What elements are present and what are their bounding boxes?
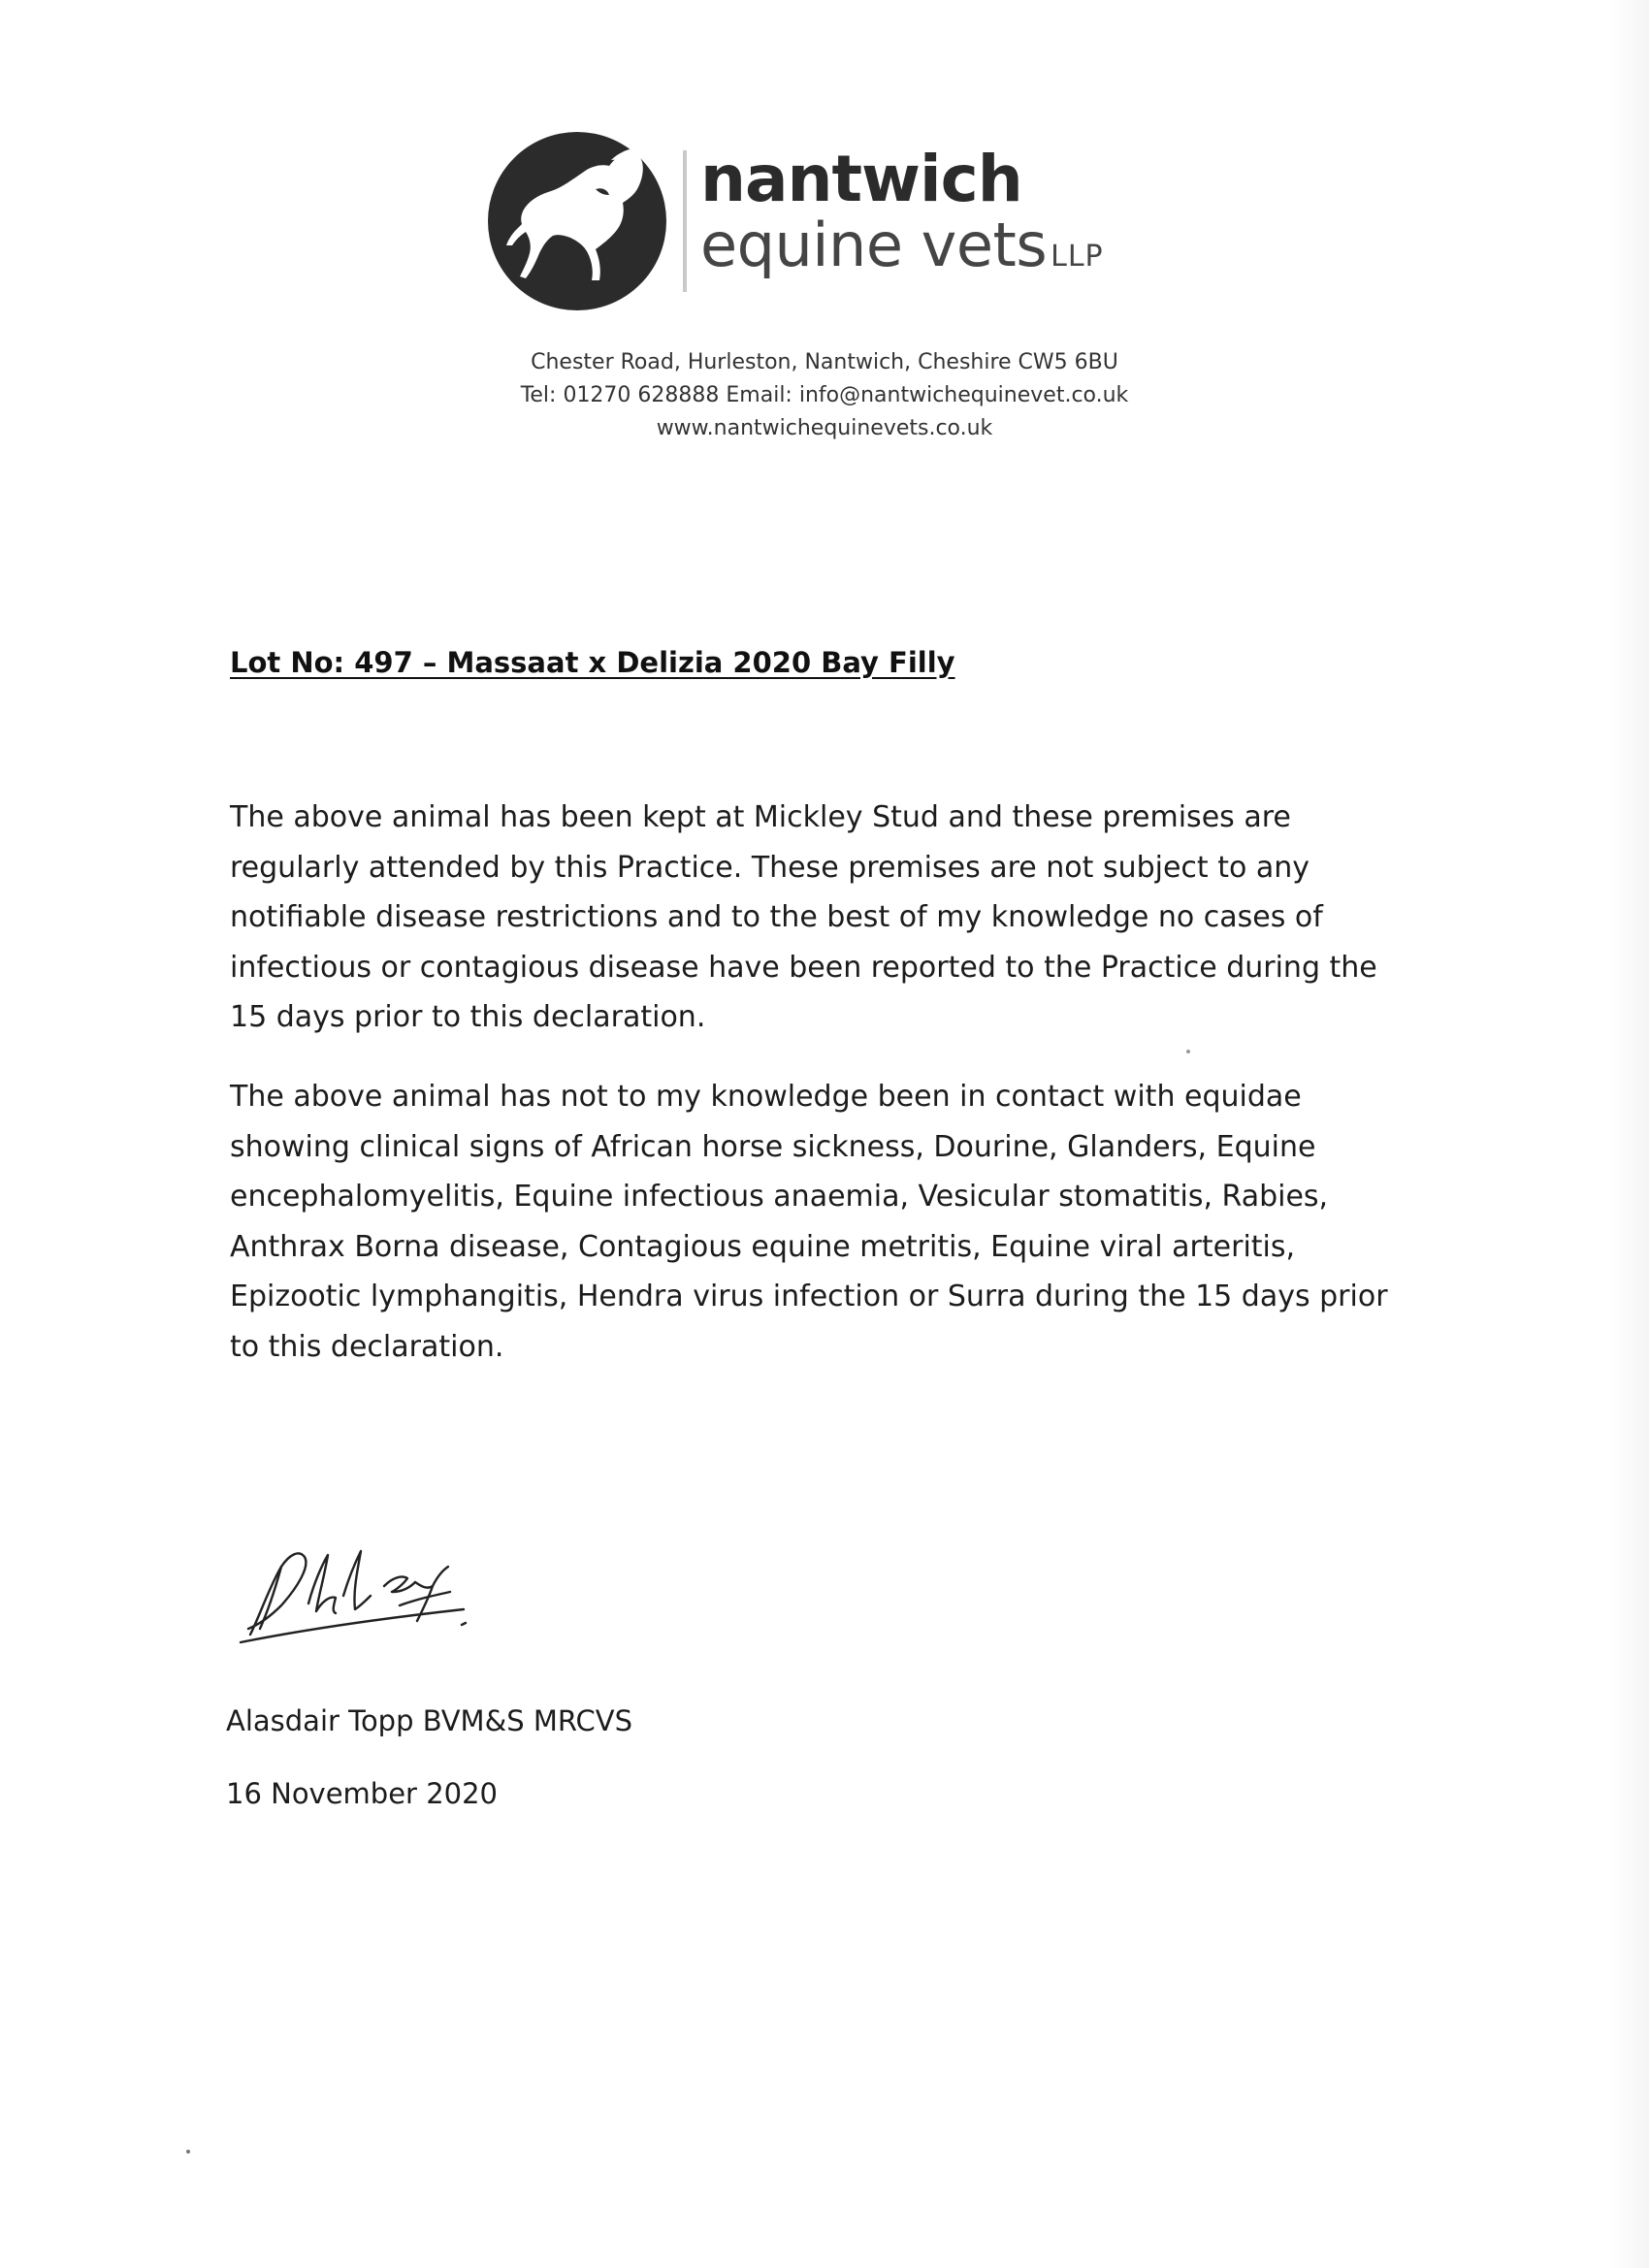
- tel-email-line: Tel: 01270 628888 Email: info@nantwichequinevet.co.uk: [520, 383, 1129, 407]
- website-line: www.nantwichequinevets.co.uk: [656, 416, 993, 440]
- paragraph-line: encephalomyelitis, Equine infectious anaemia, Vesicular stomatitis, Rabies,: [230, 1180, 1329, 1214]
- scan-speck: [186, 2150, 190, 2154]
- signatory-name: Alasdair Topp BVM&S MRCVS: [226, 1704, 633, 1737]
- logo-divider: [683, 150, 687, 292]
- paragraph-line: The above animal has been kept at Mickley Stud and these premises are: [230, 800, 1291, 834]
- address-line: Chester Road, Hurleston, Nantwich, Cheshire CW5 6BU: [531, 350, 1118, 374]
- paragraph-line: Epizootic lymphangitis, Hendra virus infection or Surra during the 15 days prior: [230, 1280, 1388, 1313]
- declaration-date: 16 November 2020: [226, 1777, 499, 1810]
- scan-speck: [1186, 1050, 1190, 1053]
- paragraph-line: 15 days prior to this declaration.: [230, 1000, 706, 1034]
- brand-subtitle: [700, 210, 1104, 280]
- paragraph-line: notifiable disease restrictions and to the best of my knowledge no cases of: [230, 900, 1323, 934]
- paragraph-line: regularly attended by this Practice. These premises are not subject to any: [230, 850, 1310, 885]
- paragraph-line: infectious or contagious disease have been reported to the Practice during the: [230, 950, 1377, 985]
- lot-heading: Lot No: 497 – Massaat x Delizia 2020 Bay Filly: [230, 646, 955, 679]
- paragraph-line: to this declaration.: [230, 1329, 504, 1364]
- jumping-horse-logo-icon: [487, 131, 667, 311]
- paragraph-diseases: [230, 1072, 1423, 1372]
- brand-suffix: LLP: [1051, 240, 1104, 274]
- brand-subtitle-text: equine vets: [700, 210, 1048, 280]
- paragraph-line: showing clinical signs of African horse sickness, Dourine, Glanders, Equine: [230, 1129, 1316, 1164]
- paragraph-line: The above animal has not to my knowledge been in contact with equidae: [230, 1080, 1302, 1114]
- handwritten-signature: [221, 1528, 512, 1654]
- paragraph-line: Anthrax Borna disease, Contagious equine metritis, Equine viral arteritis,: [230, 1229, 1296, 1264]
- scan-edge: [1606, 0, 1649, 2268]
- paragraph-premises: [230, 793, 1423, 1043]
- brand-name: nantwich: [700, 142, 1022, 216]
